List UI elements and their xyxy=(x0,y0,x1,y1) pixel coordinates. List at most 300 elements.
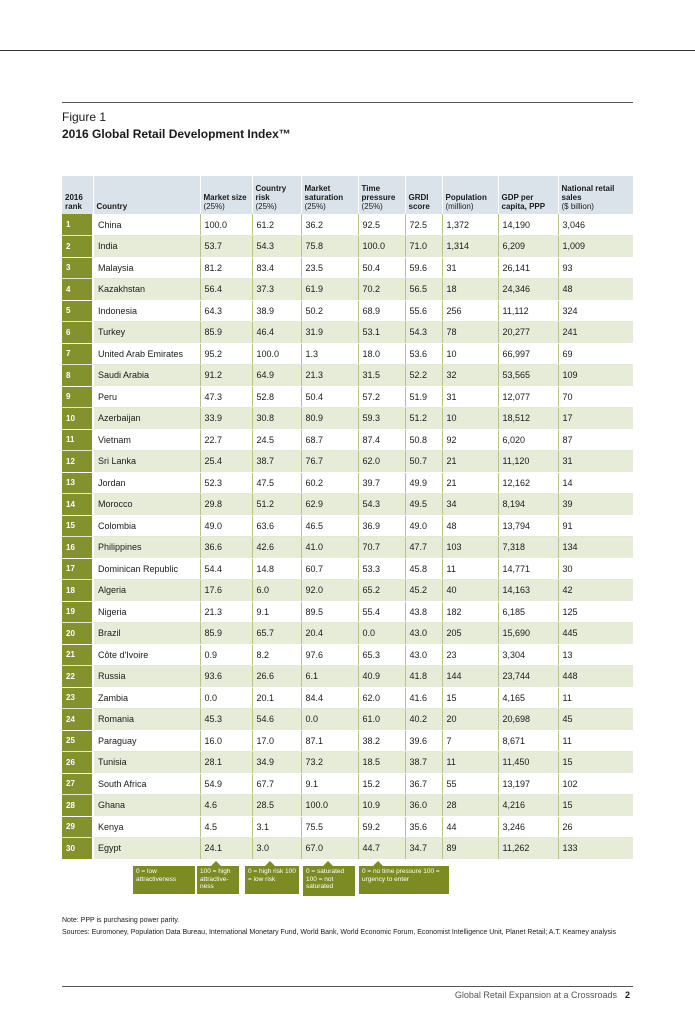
legend-risk-text: 0 = high risk 100 = low risk xyxy=(248,868,296,883)
cell-country: Sri Lanka xyxy=(93,451,200,473)
cell-market-saturation: 36.2 xyxy=(301,214,358,236)
cell-population: 78 xyxy=(442,322,498,344)
header-country: Country xyxy=(93,176,200,214)
cell-rank: 2 xyxy=(62,236,93,258)
table-row xyxy=(62,601,633,623)
cell-country-risk: 3.1 xyxy=(252,816,301,838)
cell-grdi-score: 51.9 xyxy=(405,386,442,408)
cell-gdp-per-capita: 15,690 xyxy=(498,623,558,645)
cell-gdp-per-capita: 7,318 xyxy=(498,537,558,559)
cell-gdp-per-capita: 8,194 xyxy=(498,494,558,516)
cell-rank: 12 xyxy=(62,451,93,473)
cell-country: India xyxy=(93,236,200,258)
cell-market-size: 36.6 xyxy=(200,537,252,559)
cell-market-saturation: 73.2 xyxy=(301,752,358,774)
header-market-saturation: Market saturation (25%) xyxy=(301,176,358,214)
cell-grdi-score: 34.7 xyxy=(405,838,442,860)
legend-time-text: 0 = no time pressure 100 = urgency to enter xyxy=(362,868,440,883)
figure-rule xyxy=(62,102,633,103)
cell-rank: 3 xyxy=(62,257,93,279)
cell-retail-sales: 45 xyxy=(558,709,633,731)
table-row xyxy=(62,408,633,430)
cell-market-size: 93.6 xyxy=(200,666,252,688)
cell-grdi-score: 71.0 xyxy=(405,236,442,258)
cell-country: Brazil xyxy=(93,623,200,645)
cell-rank: 21 xyxy=(62,644,93,666)
table-row xyxy=(62,644,633,666)
cell-country: Kenya xyxy=(93,816,200,838)
table-row xyxy=(62,816,633,838)
cell-time-pressure: 65.3 xyxy=(358,644,405,666)
cell-country: Peru xyxy=(93,386,200,408)
cell-grdi-score: 40.2 xyxy=(405,709,442,731)
cell-market-saturation: 50.2 xyxy=(301,300,358,322)
cell-rank: 17 xyxy=(62,558,93,580)
cell-rank: 11 xyxy=(62,429,93,451)
page-number: 2 xyxy=(625,990,631,1000)
cell-population: 89 xyxy=(442,838,498,860)
cell-market-saturation: 60.7 xyxy=(301,558,358,580)
cell-population: 205 xyxy=(442,623,498,645)
cell-rank: 30 xyxy=(62,838,93,860)
cell-market-saturation: 23.5 xyxy=(301,257,358,279)
cell-country-risk: 46.4 xyxy=(252,322,301,344)
cell-rank: 29 xyxy=(62,816,93,838)
cell-gdp-per-capita: 24,346 xyxy=(498,279,558,301)
cell-time-pressure: 31.5 xyxy=(358,365,405,387)
table-row xyxy=(62,687,633,709)
table-row xyxy=(62,236,633,258)
cell-retail-sales: 134 xyxy=(558,537,633,559)
table-sources: Sources: Euromoney, Population Data Bureau, International Monetary Fund, World Bank, World Economic Forum, Economist Intelligence Unit, Planet Retail; A.T. Kearney analysis xyxy=(62,929,617,936)
cell-time-pressure: 61.0 xyxy=(358,709,405,731)
cell-market-saturation: 61.9 xyxy=(301,279,358,301)
cell-population: 32 xyxy=(442,365,498,387)
cell-gdp-per-capita: 20,698 xyxy=(498,709,558,731)
cell-country-risk: 6.0 xyxy=(252,580,301,602)
cell-population: 31 xyxy=(442,257,498,279)
cell-country: South Africa xyxy=(93,773,200,795)
cell-gdp-per-capita: 4,165 xyxy=(498,687,558,709)
cell-rank: 13 xyxy=(62,472,93,494)
footer-title: Global Retail Expansion at a Crossroads xyxy=(454,990,617,1000)
cell-country: Kazakhstan xyxy=(93,279,200,301)
cell-rank: 4 xyxy=(62,279,93,301)
cell-grdi-score: 38.7 xyxy=(405,752,442,774)
table-row xyxy=(62,343,633,365)
cell-market-size: 85.9 xyxy=(200,322,252,344)
cell-country: Russia xyxy=(93,666,200,688)
cell-market-saturation: 75.8 xyxy=(301,236,358,258)
cell-country: China xyxy=(93,214,200,236)
cell-retail-sales: 445 xyxy=(558,623,633,645)
cell-retail-sales: 109 xyxy=(558,365,633,387)
cell-country: Algeria xyxy=(93,580,200,602)
cell-market-saturation: 1.3 xyxy=(301,343,358,365)
cell-population: 182 xyxy=(442,601,498,623)
cell-gdp-per-capita: 4,216 xyxy=(498,795,558,817)
cell-retail-sales: 91 xyxy=(558,515,633,537)
cell-country-risk: 37.3 xyxy=(252,279,301,301)
cell-gdp-per-capita: 23,744 xyxy=(498,666,558,688)
cell-country-risk: 38.9 xyxy=(252,300,301,322)
cell-rank: 18 xyxy=(62,580,93,602)
cell-retail-sales: 39 xyxy=(558,494,633,516)
cell-rank: 27 xyxy=(62,773,93,795)
cell-time-pressure: 40.9 xyxy=(358,666,405,688)
cell-population: 31 xyxy=(442,386,498,408)
cell-time-pressure: 53.1 xyxy=(358,322,405,344)
cell-rank: 25 xyxy=(62,730,93,752)
cell-country: Indonesia xyxy=(93,300,200,322)
cell-time-pressure: 18.5 xyxy=(358,752,405,774)
cell-population: 55 xyxy=(442,773,498,795)
cell-gdp-per-capita: 11,112 xyxy=(498,300,558,322)
cell-gdp-per-capita: 3,304 xyxy=(498,644,558,666)
cell-grdi-score: 54.3 xyxy=(405,322,442,344)
cell-market-size: 91.2 xyxy=(200,365,252,387)
cell-country: Azerbaijan xyxy=(93,408,200,430)
cell-retail-sales: 17 xyxy=(558,408,633,430)
cell-market-size: 29.8 xyxy=(200,494,252,516)
cell-country-risk: 26.6 xyxy=(252,666,301,688)
cell-gdp-per-capita: 13,794 xyxy=(498,515,558,537)
cell-market-size: 21.3 xyxy=(200,601,252,623)
legend-arrow xyxy=(323,861,333,866)
cell-market-size: 22.7 xyxy=(200,429,252,451)
cell-time-pressure: 55.4 xyxy=(358,601,405,623)
table-row xyxy=(62,279,633,301)
cell-market-saturation: 68.7 xyxy=(301,429,358,451)
cell-market-size: 95.2 xyxy=(200,343,252,365)
cell-country-risk: 65.7 xyxy=(252,623,301,645)
header-country-risk: Country risk (25%) xyxy=(252,176,301,214)
table-note: Note: PPP is purchasing power parity. xyxy=(62,917,180,924)
cell-market-size: 4.6 xyxy=(200,795,252,817)
cell-country-risk: 83.4 xyxy=(252,257,301,279)
cell-population: 1,372 xyxy=(442,214,498,236)
cell-grdi-score: 72.5 xyxy=(405,214,442,236)
cell-market-size: 17.6 xyxy=(200,580,252,602)
cell-retail-sales: 42 xyxy=(558,580,633,602)
cell-grdi-score: 56.5 xyxy=(405,279,442,301)
cell-market-size: 81.2 xyxy=(200,257,252,279)
cell-grdi-score: 59.6 xyxy=(405,257,442,279)
cell-country-risk: 42.6 xyxy=(252,537,301,559)
cell-market-saturation: 92.0 xyxy=(301,580,358,602)
cell-market-saturation: 76.7 xyxy=(301,451,358,473)
cell-rank: 24 xyxy=(62,709,93,731)
cell-country: Dominican Republic xyxy=(93,558,200,580)
cell-time-pressure: 62.0 xyxy=(358,451,405,473)
cell-time-pressure: 15.2 xyxy=(358,773,405,795)
cell-population: 15 xyxy=(442,687,498,709)
cell-grdi-score: 41.8 xyxy=(405,666,442,688)
cell-population: 21 xyxy=(442,472,498,494)
cell-time-pressure: 50.4 xyxy=(358,257,405,279)
cell-market-saturation: 67.0 xyxy=(301,838,358,860)
legend-arrow xyxy=(373,861,383,866)
cell-market-saturation: 84.4 xyxy=(301,687,358,709)
cell-country: Tunisia xyxy=(93,752,200,774)
cell-market-saturation: 31.9 xyxy=(301,322,358,344)
cell-market-size: 0.9 xyxy=(200,644,252,666)
cell-market-saturation: 89.5 xyxy=(301,601,358,623)
cell-retail-sales: 26 xyxy=(558,816,633,838)
legend-country-risk xyxy=(245,866,299,894)
top-rule xyxy=(0,50,695,51)
cell-population: 44 xyxy=(442,816,498,838)
cell-population: 10 xyxy=(442,343,498,365)
cell-country: Nigeria xyxy=(93,601,200,623)
cell-retail-sales: 48 xyxy=(558,279,633,301)
cell-country: Morocco xyxy=(93,494,200,516)
legend-saturation-text: 0 = saturated 100 = not saturated xyxy=(306,868,345,890)
cell-grdi-score: 43.8 xyxy=(405,601,442,623)
cell-country: Jordan xyxy=(93,472,200,494)
legend-high-text: 100 = high attractive-ness xyxy=(200,868,231,890)
table-row xyxy=(62,214,633,236)
cell-time-pressure: 10.9 xyxy=(358,795,405,817)
cell-market-saturation: 9.1 xyxy=(301,773,358,795)
table-row xyxy=(62,451,633,473)
table-row xyxy=(62,472,633,494)
cell-rank: 7 xyxy=(62,343,93,365)
cell-market-saturation: 75.5 xyxy=(301,816,358,838)
legend xyxy=(0,866,695,896)
cell-gdp-per-capita: 6,185 xyxy=(498,601,558,623)
cell-time-pressure: 62.0 xyxy=(358,687,405,709)
cell-market-saturation: 6.1 xyxy=(301,666,358,688)
cell-country-risk: 61.2 xyxy=(252,214,301,236)
cell-market-size: 49.0 xyxy=(200,515,252,537)
figure-label: Figure 1 xyxy=(62,110,107,124)
cell-population: 7 xyxy=(442,730,498,752)
cell-gdp-per-capita: 11,262 xyxy=(498,838,558,860)
cell-country-risk: 51.2 xyxy=(252,494,301,516)
cell-country-risk: 30.8 xyxy=(252,408,301,430)
cell-country: United Arab Emirates xyxy=(93,343,200,365)
cell-market-saturation: 46.5 xyxy=(301,515,358,537)
cell-gdp-per-capita: 66,997 xyxy=(498,343,558,365)
legend-arrow xyxy=(265,861,275,866)
cell-rank: 23 xyxy=(62,687,93,709)
cell-country-risk: 38.7 xyxy=(252,451,301,473)
cell-gdp-per-capita: 12,162 xyxy=(498,472,558,494)
cell-market-size: 4.5 xyxy=(200,816,252,838)
cell-population: 144 xyxy=(442,666,498,688)
cell-population: 10 xyxy=(442,408,498,430)
cell-market-saturation: 60.2 xyxy=(301,472,358,494)
footer-rule xyxy=(62,986,633,987)
cell-rank: 14 xyxy=(62,494,93,516)
cell-gdp-per-capita: 11,120 xyxy=(498,451,558,473)
cell-time-pressure: 39.7 xyxy=(358,472,405,494)
legend-high-attractiveness xyxy=(197,866,239,894)
cell-time-pressure: 57.2 xyxy=(358,386,405,408)
legend-low-text: 0 = low attractiveness xyxy=(136,868,177,883)
cell-rank: 1 xyxy=(62,214,93,236)
cell-country: Turkey xyxy=(93,322,200,344)
cell-time-pressure: 70.7 xyxy=(358,537,405,559)
cell-country-risk: 20.1 xyxy=(252,687,301,709)
cell-rank: 19 xyxy=(62,601,93,623)
legend-arrow xyxy=(211,861,221,866)
cell-retail-sales: 87 xyxy=(558,429,633,451)
cell-gdp-per-capita: 53,565 xyxy=(498,365,558,387)
cell-country-risk: 24.5 xyxy=(252,429,301,451)
cell-rank: 10 xyxy=(62,408,93,430)
cell-market-saturation: 50.4 xyxy=(301,386,358,408)
header-gdp: GDP per capita, PPP xyxy=(498,176,558,214)
cell-gdp-per-capita: 6,209 xyxy=(498,236,558,258)
header-grdi-score: GRDI score xyxy=(405,176,442,214)
cell-grdi-score: 49.5 xyxy=(405,494,442,516)
cell-population: 28 xyxy=(442,795,498,817)
cell-grdi-score: 36.7 xyxy=(405,773,442,795)
cell-rank: 28 xyxy=(62,795,93,817)
cell-time-pressure: 92.5 xyxy=(358,214,405,236)
cell-retail-sales: 15 xyxy=(558,752,633,774)
cell-gdp-per-capita: 3,246 xyxy=(498,816,558,838)
cell-market-saturation: 100.0 xyxy=(301,795,358,817)
cell-time-pressure: 53.3 xyxy=(358,558,405,580)
table-row xyxy=(62,730,633,752)
cell-grdi-score: 45.8 xyxy=(405,558,442,580)
cell-time-pressure: 68.9 xyxy=(358,300,405,322)
cell-market-size: 54.4 xyxy=(200,558,252,580)
cell-retail-sales: 11 xyxy=(558,687,633,709)
cell-grdi-score: 50.7 xyxy=(405,451,442,473)
cell-population: 23 xyxy=(442,644,498,666)
cell-gdp-per-capita: 14,190 xyxy=(498,214,558,236)
cell-market-size: 52.3 xyxy=(200,472,252,494)
cell-retail-sales: 15 xyxy=(558,795,633,817)
table-row xyxy=(62,773,633,795)
cell-market-size: 56.4 xyxy=(200,279,252,301)
cell-retail-sales: 324 xyxy=(558,300,633,322)
cell-country: Romania xyxy=(93,709,200,731)
cell-time-pressure: 59.3 xyxy=(358,408,405,430)
cell-market-saturation: 41.0 xyxy=(301,537,358,559)
cell-market-saturation: 97.6 xyxy=(301,644,358,666)
cell-gdp-per-capita: 11,450 xyxy=(498,752,558,774)
cell-market-saturation: 0.0 xyxy=(301,709,358,731)
cell-grdi-score: 49.0 xyxy=(405,515,442,537)
cell-population: 92 xyxy=(442,429,498,451)
cell-country-risk: 54.6 xyxy=(252,709,301,731)
cell-gdp-per-capita: 20,277 xyxy=(498,322,558,344)
table-row xyxy=(62,838,633,860)
table-row xyxy=(62,558,633,580)
cell-population: 11 xyxy=(442,558,498,580)
legend-time-pressure xyxy=(359,866,449,894)
cell-market-saturation: 80.9 xyxy=(301,408,358,430)
cell-time-pressure: 59.2 xyxy=(358,816,405,838)
cell-retail-sales: 241 xyxy=(558,322,633,344)
cell-population: 34 xyxy=(442,494,498,516)
cell-market-size: 0.0 xyxy=(200,687,252,709)
cell-retail-sales: 14 xyxy=(558,472,633,494)
cell-country-risk: 28.5 xyxy=(252,795,301,817)
cell-country-risk: 8.2 xyxy=(252,644,301,666)
table-row xyxy=(62,429,633,451)
cell-country: Colombia xyxy=(93,515,200,537)
cell-market-saturation: 20.4 xyxy=(301,623,358,645)
table-row xyxy=(62,494,633,516)
cell-country-risk: 14.8 xyxy=(252,558,301,580)
cell-grdi-score: 43.0 xyxy=(405,644,442,666)
cell-rank: 16 xyxy=(62,537,93,559)
cell-country-risk: 52.8 xyxy=(252,386,301,408)
cell-gdp-per-capita: 12,077 xyxy=(498,386,558,408)
cell-market-size: 24.1 xyxy=(200,838,252,860)
cell-population: 11 xyxy=(442,752,498,774)
cell-country-risk: 63.6 xyxy=(252,515,301,537)
cell-country: Paraguay xyxy=(93,730,200,752)
cell-population: 256 xyxy=(442,300,498,322)
table-row xyxy=(62,515,633,537)
cell-market-size: 45.3 xyxy=(200,709,252,731)
cell-retail-sales: 70 xyxy=(558,386,633,408)
cell-time-pressure: 0.0 xyxy=(358,623,405,645)
legend-low-attractiveness xyxy=(133,866,195,894)
cell-market-size: 100.0 xyxy=(200,214,252,236)
cell-population: 40 xyxy=(442,580,498,602)
cell-grdi-score: 41.6 xyxy=(405,687,442,709)
cell-time-pressure: 87.4 xyxy=(358,429,405,451)
cell-population: 48 xyxy=(442,515,498,537)
cell-country: Egypt xyxy=(93,838,200,860)
cell-population: 18 xyxy=(442,279,498,301)
cell-rank: 9 xyxy=(62,386,93,408)
cell-grdi-score: 36.0 xyxy=(405,795,442,817)
cell-market-size: 85.9 xyxy=(200,623,252,645)
cell-retail-sales: 1,009 xyxy=(558,236,633,258)
cell-retail-sales: 69 xyxy=(558,343,633,365)
cell-grdi-score: 51.2 xyxy=(405,408,442,430)
cell-country-risk: 3.0 xyxy=(252,838,301,860)
cell-time-pressure: 65.2 xyxy=(358,580,405,602)
table-row xyxy=(62,386,633,408)
cell-country-risk: 54.3 xyxy=(252,236,301,258)
cell-country-risk: 17.0 xyxy=(252,730,301,752)
cell-retail-sales: 93 xyxy=(558,257,633,279)
cell-market-size: 53.7 xyxy=(200,236,252,258)
cell-time-pressure: 36.9 xyxy=(358,515,405,537)
cell-grdi-score: 39.6 xyxy=(405,730,442,752)
figure-title: 2016 Global Retail Development Index™ xyxy=(62,127,291,141)
cell-market-saturation: 21.3 xyxy=(301,365,358,387)
cell-rank: 26 xyxy=(62,752,93,774)
cell-retail-sales: 3,046 xyxy=(558,214,633,236)
cell-time-pressure: 70.2 xyxy=(358,279,405,301)
cell-country: Philippines xyxy=(93,537,200,559)
cell-gdp-per-capita: 14,163 xyxy=(498,580,558,602)
cell-population: 21 xyxy=(442,451,498,473)
cell-time-pressure: 54.3 xyxy=(358,494,405,516)
table-row xyxy=(62,257,633,279)
cell-country-risk: 64.9 xyxy=(252,365,301,387)
cell-grdi-score: 49.9 xyxy=(405,472,442,494)
cell-retail-sales: 133 xyxy=(558,838,633,860)
cell-rank: 6 xyxy=(62,322,93,344)
table-row xyxy=(62,300,633,322)
table-row xyxy=(62,666,633,688)
table-row xyxy=(62,752,633,774)
cell-retail-sales: 102 xyxy=(558,773,633,795)
cell-gdp-per-capita: 18,512 xyxy=(498,408,558,430)
